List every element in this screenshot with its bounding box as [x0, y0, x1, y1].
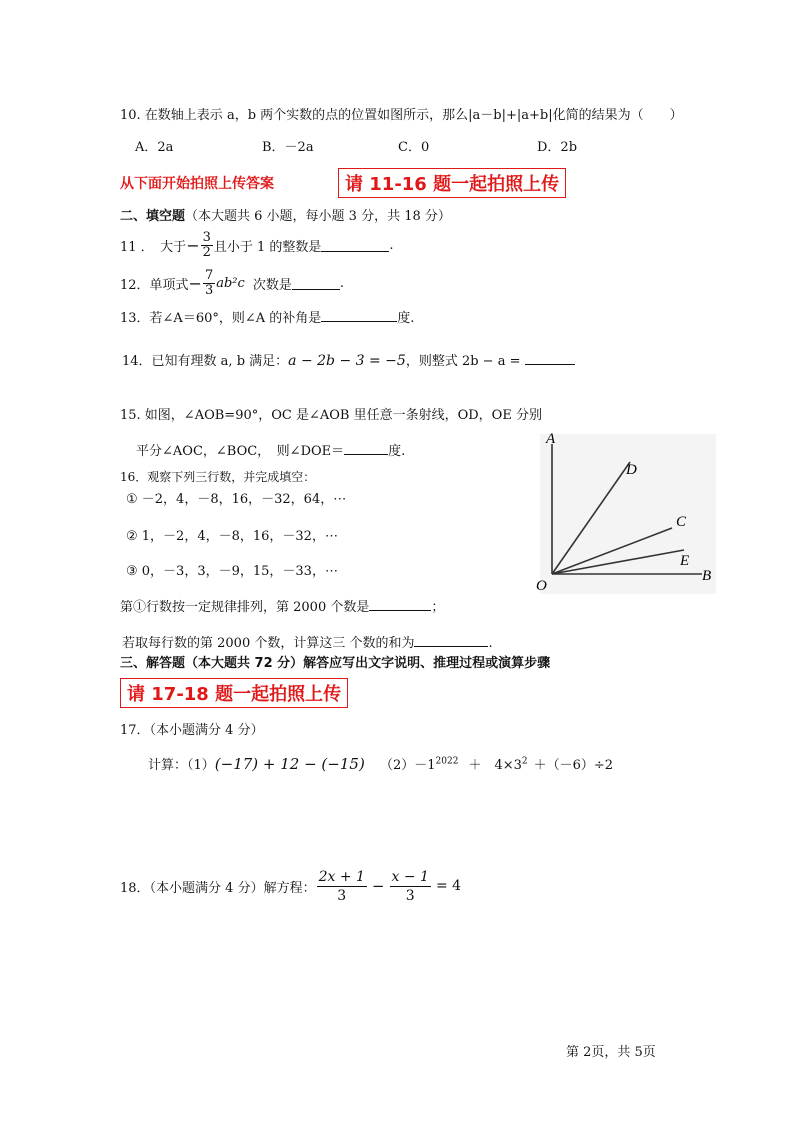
q16-row-3: ③ 0，－3，3，－9，15，－33，⋯ [126, 564, 338, 579]
q17-part2: $(2)-1^{2022}$ ＋ $4\times 3^2 +(-6)\div 2$ [380, 756, 614, 773]
q18-fraction-1: $\frac{2x + 1}{3}$ [318, 868, 365, 904]
q14-answer-blank[interactable] [525, 352, 575, 365]
q18-fraction-2: $\frac{x - 1}{3}$ [391, 868, 429, 904]
section2-title: 二、填空题 [120, 209, 186, 224]
section2-heading [120, 205, 451, 224]
q13-text: 13．若∠A＝60°，则∠A 的补角是 [120, 311, 322, 326]
q10-option-a: A．2a [135, 140, 174, 155]
figure-background [540, 434, 716, 594]
q16-ask2-blank[interactable] [414, 634, 488, 647]
q13-answer-blank[interactable] [321, 309, 397, 322]
upload-box-11-16: 请 11-16 题一起拍照上传 [338, 168, 566, 198]
q18-pre: 18．（本小题满分 4 分）解方程： [120, 880, 316, 896]
q10-text: 10. 在数轴上表示 a，b 两个实数的点的位置如图所示，那么|a－b|+|a+b|化简的结果为（ ） [120, 108, 683, 123]
q13: 13．若∠A＝60°，则∠A 的补角是 度. [120, 311, 415, 326]
q12-post: 次数是 [252, 277, 292, 293]
label-d: D [626, 462, 637, 478]
q14-post: ，则整式 2b − a = [405, 354, 525, 369]
q16-ask2: 若取每行数的第 2000 个数，计算这三 个数的和为 . [122, 636, 493, 651]
q14 [122, 350, 575, 369]
q17-part1: 计算：（1） (−17) + 12 − (−15) [148, 754, 365, 773]
q11-answer-blank[interactable] [321, 239, 389, 252]
upload-box-17-18: 请 17-18 题一起拍照上传 [120, 678, 348, 708]
q10-option-c: C．0 [398, 140, 430, 155]
q16-ask1-blank[interactable] [369, 598, 431, 611]
q15-line2: 平分∠AOC，∠BOC， 则∠DOE＝ 度. [136, 444, 406, 459]
q11-pre: 11 ． 大于 [120, 239, 187, 255]
q15-line1: 15. 如图，∠AOB=90°，OC 是∠AOB 里任意一条射线，OD，OE 分别 [120, 408, 542, 423]
label-o: O [536, 578, 547, 594]
q16-row-2: ② 1，－2，4，－8，16，－32，⋯ [126, 529, 338, 544]
q11-post: 且小于 1 的整数是 [213, 239, 322, 255]
label-e: E [680, 553, 690, 569]
label-c: C [676, 514, 687, 530]
section3-heading: 三、解答题（本大题共 72 分）解答应写出文字说明、推理过程或演算步骤 [120, 656, 551, 671]
q17-title: 17．（本小题满分 4 分） [120, 723, 264, 738]
q11: 11 ． 大于 − $\frac{3}{2}$ 且小于 1 的整数是 . [120, 229, 394, 260]
q16-ask1: 第①行数按一定规律排列，第 2000 个数是 ； [120, 600, 445, 615]
page-number: 第 2页，共 5页 [566, 1045, 656, 1060]
q12: 12．单项式 − $\frac{7}{3}$ ab²c 次数是 . [120, 267, 344, 298]
q16-row-1: ① －2，4，－8，16，－32，64，⋯ [126, 492, 347, 507]
q18: 18．（本小题满分 4 分）解方程： $\frac{2x + 1}{3}$ − $\frac{x - 1}{3}$ = 4 [120, 868, 462, 904]
q12-pre: 12．单项式 [120, 277, 189, 293]
q14-pre: 14．已知有理数 a, b 满足： [122, 354, 289, 369]
q10-option-d: D．2b [537, 140, 578, 155]
q11-fraction: $\frac{3}{2}$ [202, 229, 211, 260]
label-b: B [702, 568, 712, 584]
angle-figure [530, 428, 720, 598]
q12-term: ab²c [216, 275, 245, 291]
upload-note: 从下面开始拍照上传答案 [120, 176, 274, 192]
q12-fraction: $\frac{7}{3}$ [204, 267, 214, 298]
q16-intro: 16．观察下列三行数，并完成填空： [120, 470, 316, 484]
section2-desc: （本大题共 6 小题，每小题 3 分，共 18 分） [185, 209, 451, 224]
q10-option-b: B．－2a [262, 140, 314, 155]
q14-equation: a − 2b − 3 = −5 [288, 353, 406, 369]
q12-answer-blank[interactable] [292, 277, 340, 290]
q17-part1-expression: (−17) + 12 − (−15) [214, 754, 365, 773]
label-a: A [546, 431, 556, 447]
q18-rhs: = 4 [435, 878, 462, 894]
q15-answer-blank[interactable] [344, 442, 388, 455]
